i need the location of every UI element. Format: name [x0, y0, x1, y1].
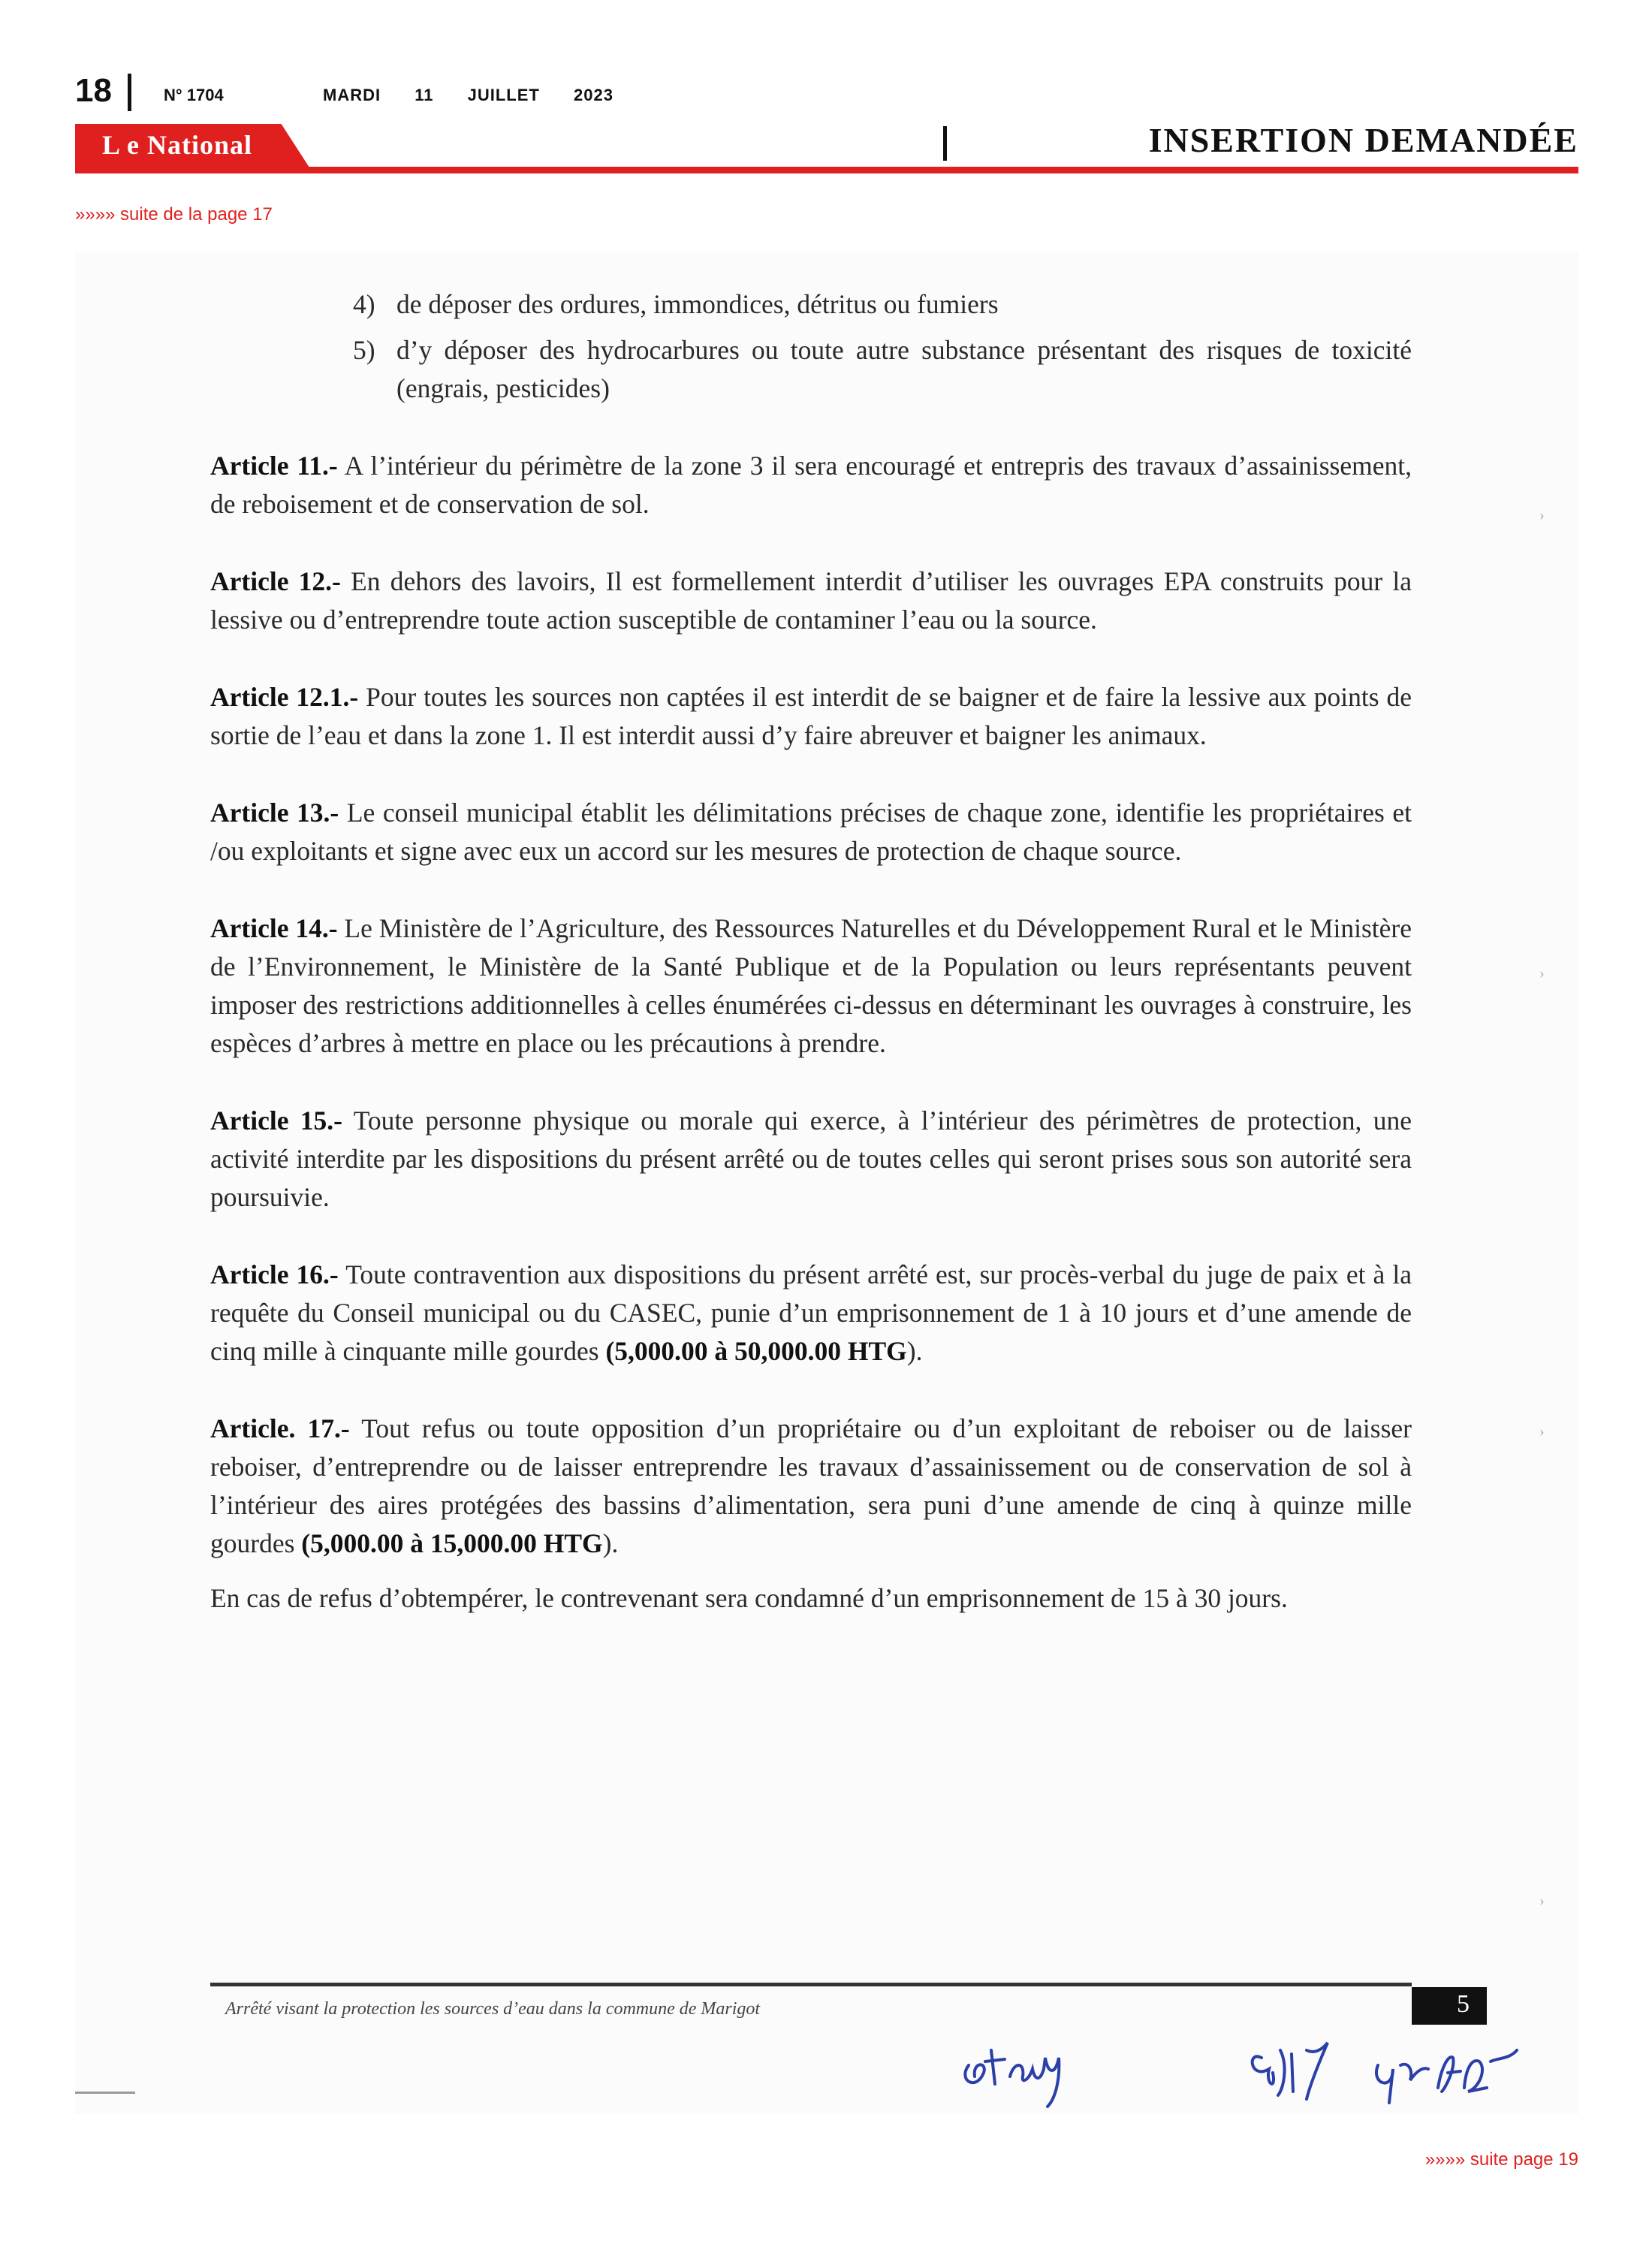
- article-label: Article 15.-: [210, 1105, 342, 1136]
- article-16: [210, 1256, 1412, 1371]
- article-12: [210, 562, 1412, 639]
- closing-paragraph: En cas de refus d’obtempérer, le contrevenant sera condamné d’un emprisonnement de 15 à 30 jours.: [210, 1583, 1288, 1613]
- footer-rule: [75, 2092, 135, 2094]
- newspaper-logo: L e National: [102, 130, 253, 160]
- document-body: [210, 285, 1412, 1618]
- article-end: ).: [906, 1336, 923, 1366]
- date-month: JUILLET: [467, 86, 540, 104]
- issue-number: N° 1704: [164, 86, 224, 104]
- header-rule: [75, 167, 1578, 173]
- continued-to-link[interactable]: »»»» suite page 19: [1424, 2149, 1578, 2170]
- article-label: Article 12.-: [210, 566, 341, 596]
- list-text: d’y déposer des hydrocarbures ou toute autre substance présentant des risques de toxicité (engrais, pesticides): [396, 335, 1412, 403]
- publication-date: [323, 86, 632, 105]
- header-divider: [128, 74, 131, 111]
- page-number: 18: [75, 72, 112, 109]
- signature-3: [1367, 2028, 1524, 2110]
- article-text: En dehors des lavoirs, Il est formellement interdit d’utiliser les ouvrages EPA construits pour la lessive ou d’entreprendre toute action susceptible de contaminer l’eau ou la source.: [210, 566, 1412, 635]
- document-page-number: 5: [1457, 1990, 1470, 2018]
- article-text: Le Ministère de l’Agriculture, des Ressources Naturelles et du Développement Rural et le Ministère de l’Environnement, le Ministère de la Santé Publique et de la Population ou leurs représentants peuvent imposer des restrictions additionnelles à celles énumérées ci-dessus en déterminant les ouvrages à construire, les espèces d’arbres à mettre en place ou les précautions à prendre.: [210, 913, 1412, 1058]
- article-11: [210, 447, 1412, 523]
- signature-2: [1239, 2020, 1344, 2110]
- article-label: Article 16.-: [210, 1259, 339, 1289]
- article-text: Tout refus ou toute opposition d’un propriétaire ou d’un exploitant de reboiser ou de laisser reboiser, d’entreprendre ou de laisser entreprendre les travaux d’assainissement ou de conservation de sol à l’intérieur des aires protégées des bassins d’alimentation, sera puni d’une amende de cinq à quinze mille gourdes: [210, 1413, 1412, 1558]
- continued-from-link[interactable]: »»»» suite de la page 17: [75, 204, 273, 225]
- signature-1: [954, 2020, 1089, 2110]
- document-footer-title: Arrêté visant la protection les sources d’eau dans la commune de Marigot: [225, 1999, 761, 2019]
- list-item: [353, 331, 1412, 408]
- article-15: [210, 1102, 1412, 1217]
- article-label: Article 14.-: [210, 913, 338, 943]
- article-text: Pour toutes les sources non captées il est interdit de se baigner et de faire la lessive aux points de sortie de l’eau et dans la zone 1. Il est interdit aussi d’y faire abreuver et baigner les animaux.: [210, 682, 1412, 750]
- article-14: [210, 909, 1412, 1063]
- date-day: 11: [415, 86, 434, 104]
- article-label: Article. 17.-: [210, 1413, 350, 1443]
- date-year: 2023: [573, 86, 613, 104]
- fine-amount: (5,000.00 à 15,000.00 HTG: [301, 1528, 603, 1558]
- section-title: INSERTION DEMANDÉE: [1148, 121, 1578, 159]
- article-17: [210, 1410, 1412, 1563]
- date-weekday: MARDI: [323, 86, 381, 104]
- list-number: 4): [353, 289, 375, 319]
- article-12-1: [210, 678, 1412, 755]
- article-text: A l’intérieur du périmètre de la zone 3 il sera encouragé et entrepris des travaux d’assainissement, de reboisement et de conservation de sol.: [210, 451, 1412, 519]
- article-text: Toute personne physique ou morale qui exerce, à l’intérieur des périmètres de protection, une activité interdite par les dispositions du présent arrêté ou de toutes celles qui seront prises sous son autorité sera poursuivie.: [210, 1105, 1412, 1212]
- scan-speck: ›: [1539, 1893, 1545, 1909]
- list-item: [353, 285, 1412, 324]
- scan-speck: ›: [1539, 1423, 1545, 1440]
- article-text: Le conseil municipal établit les délimitations précises de chaque zone, identifie les propriétaires et /ou exploitants et signe avec eux un accord sur les mesures de protection de chaque source.: [210, 798, 1412, 866]
- article-label: Article 13.-: [210, 798, 339, 828]
- scan-speck: ›: [1539, 507, 1545, 523]
- scan-speck: ›: [1539, 965, 1545, 982]
- fine-amount: (5,000.00 à 50,000.00 HTG: [605, 1336, 907, 1366]
- document-footer-rule: [210, 1983, 1412, 1986]
- list-text: de déposer des ordures, immondices, détritus ou fumiers: [396, 289, 999, 319]
- header-bar: [943, 126, 947, 161]
- article-label: Article 11.-: [210, 451, 338, 481]
- article-label: Article 12.1.-: [210, 682, 359, 712]
- document-page-box: [1412, 1987, 1487, 2025]
- article-text: Toute contravention aux dispositions du présent arrêté est, sur procès-verbal du juge de paix et à la requête du Conseil municipal ou du CASEC, punie d’un emprisonnement de 1 à 10 jours et d’une amende de cinq mille à cinquante mille gourdes: [210, 1259, 1412, 1366]
- list-number: 5): [353, 335, 375, 365]
- article-end: ).: [602, 1528, 619, 1558]
- article-13: [210, 794, 1412, 870]
